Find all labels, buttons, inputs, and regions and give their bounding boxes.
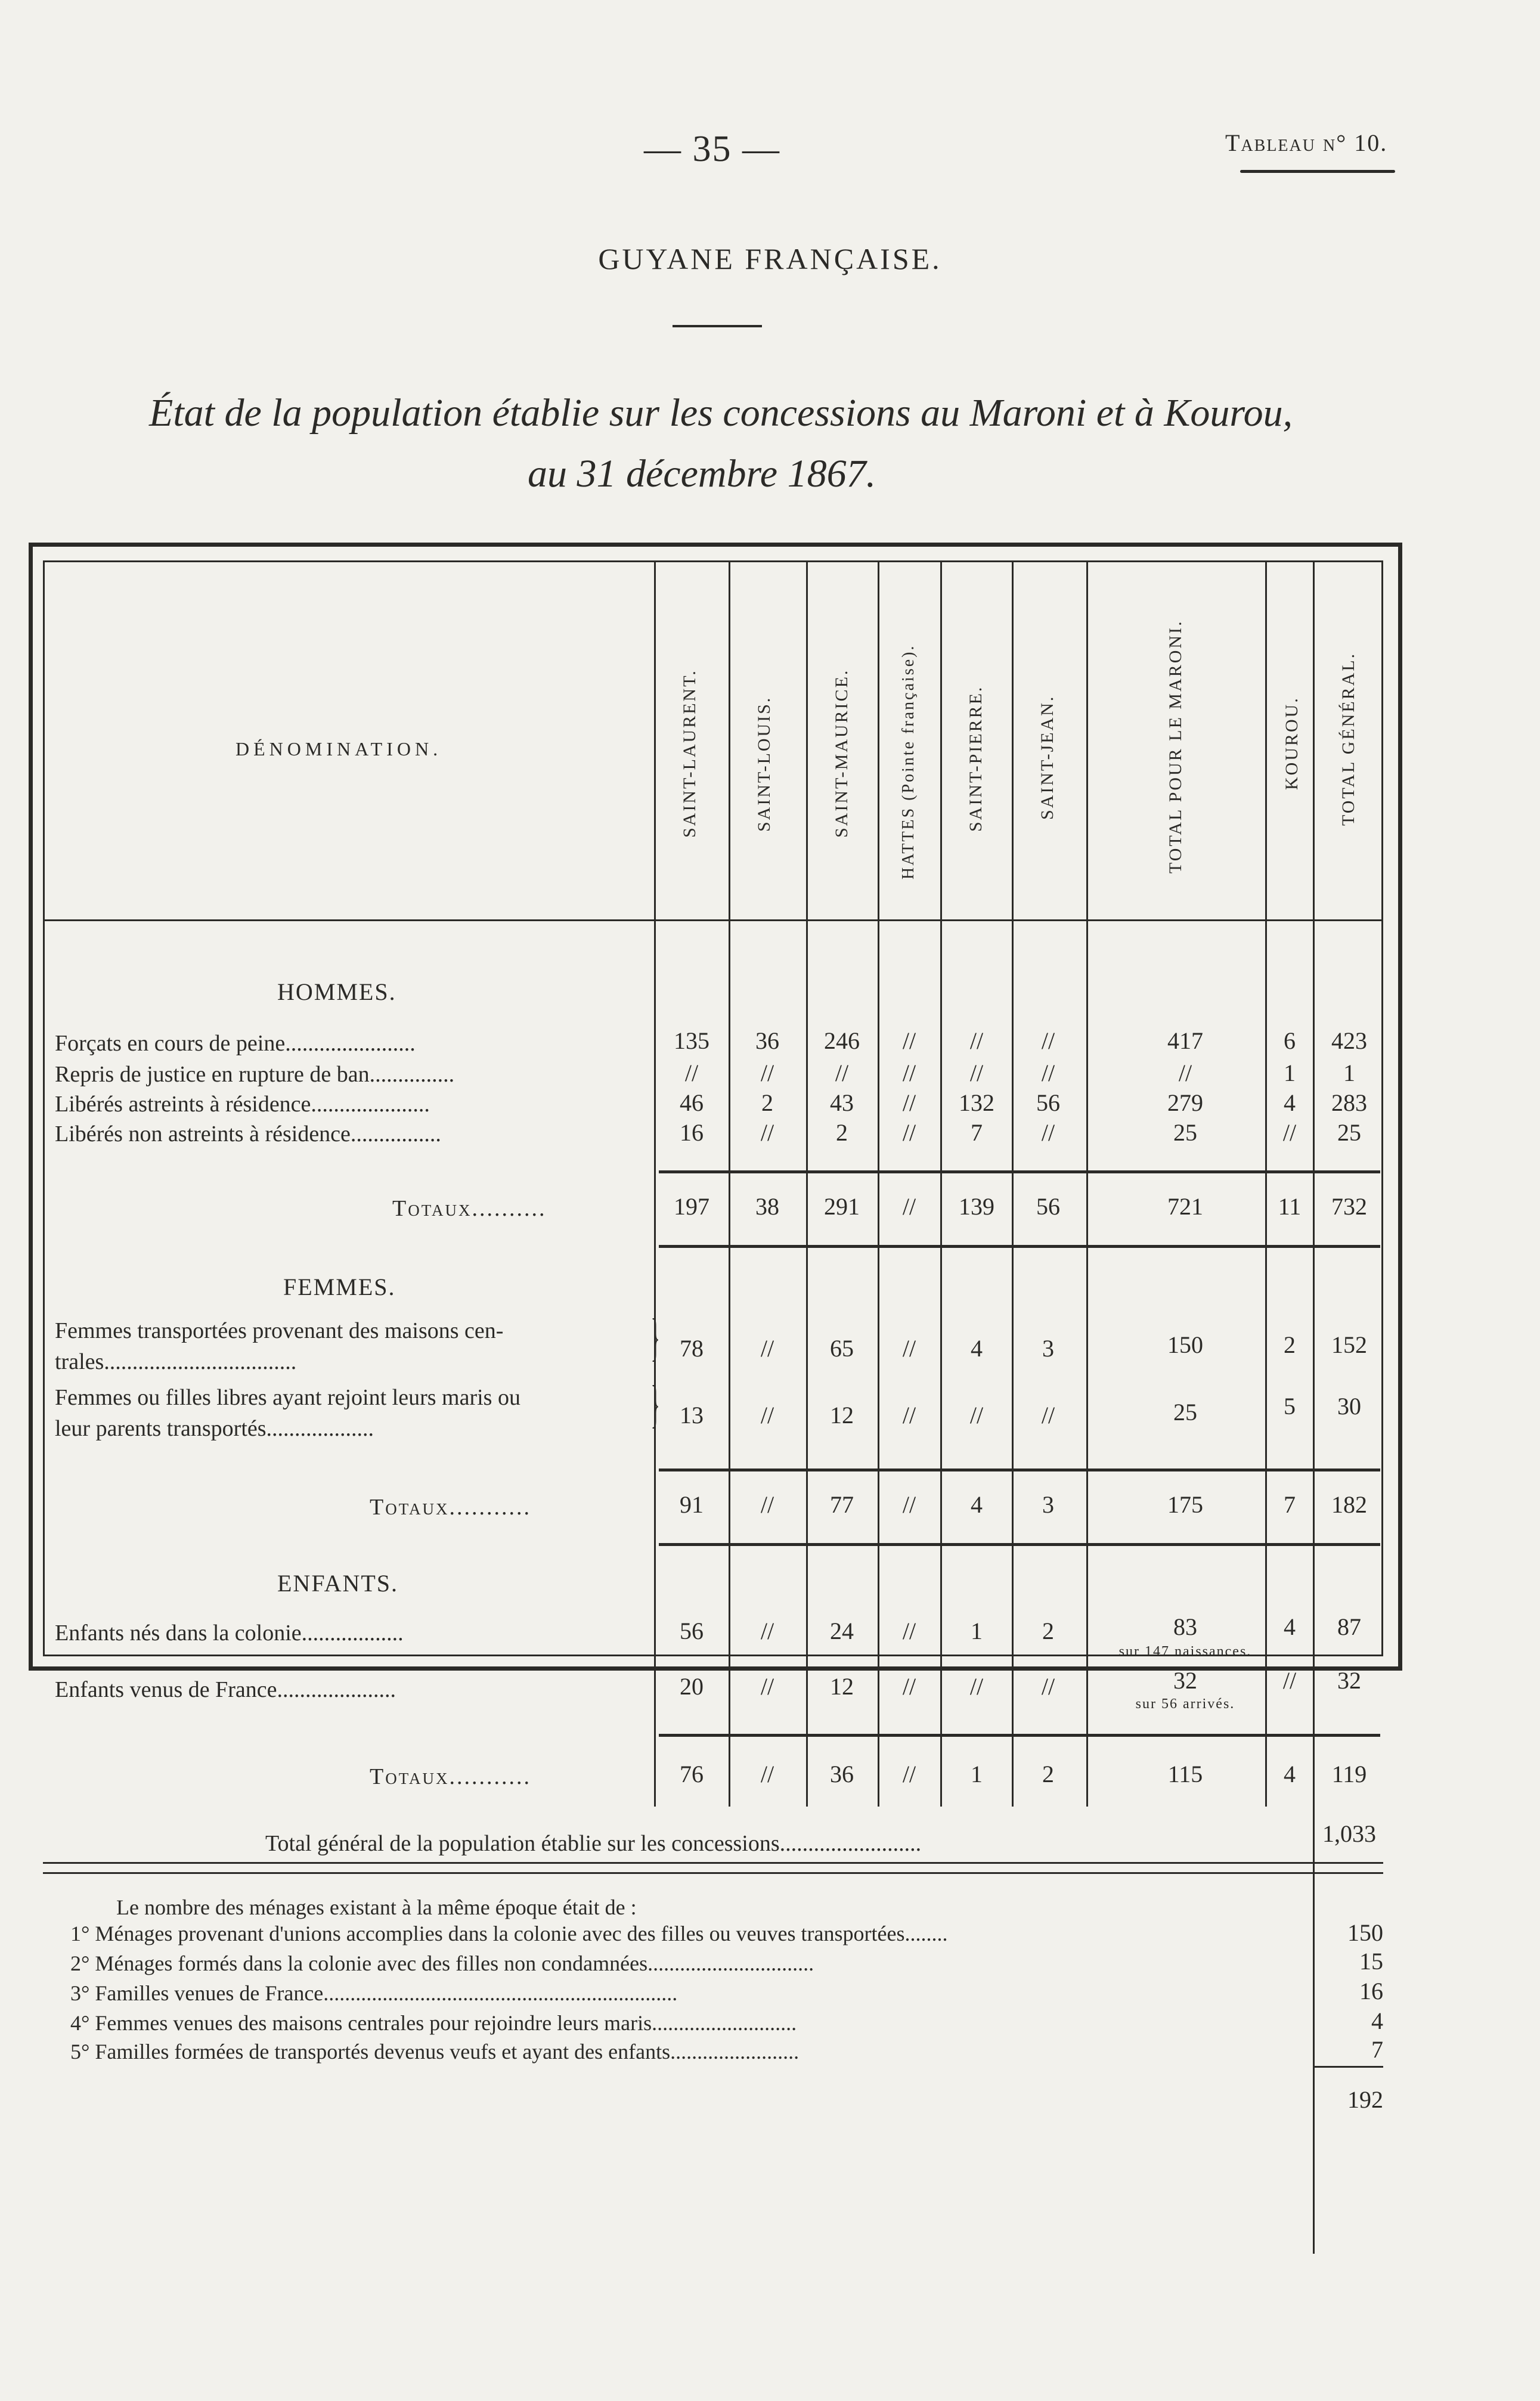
cell: 12 xyxy=(830,1402,854,1429)
column-divider xyxy=(1265,560,1267,1807)
total-cell: 11 xyxy=(1278,1193,1302,1220)
total-cell: 115 xyxy=(1167,1761,1203,1787)
grand-total-value: 1,033 xyxy=(1322,1820,1376,1847)
cell: 46 xyxy=(680,1089,704,1116)
row-label-line1: Femmes ou filles libres ayant rejoint leurs maris ou xyxy=(55,1385,520,1410)
cell: 3 xyxy=(1042,1335,1054,1362)
grand-total-label: Total général de la population établie sur les concessions......................... xyxy=(265,1831,922,1856)
cell: // xyxy=(902,1402,916,1429)
footer-item-value: 16 xyxy=(1359,1978,1383,2005)
footer-item-value: 150 xyxy=(1347,1919,1383,1946)
cell: // xyxy=(1282,1119,1297,1146)
cell: // xyxy=(1041,1402,1055,1429)
total-cell: // xyxy=(902,1193,916,1220)
region-title: GUYANE FRANÇAISE. xyxy=(598,242,942,275)
footer-item-value: 15 xyxy=(1359,1948,1383,1975)
cell: 5 xyxy=(1284,1393,1296,1420)
cell: // xyxy=(760,1618,774,1644)
column-header-kourou: KOUROU. xyxy=(1282,696,1302,790)
total-cell: 76 xyxy=(680,1761,704,1787)
cell: 30 xyxy=(1337,1393,1361,1420)
column-header-hattes: HATTES (Pointe française). xyxy=(899,644,918,879)
header-bottom-rule xyxy=(43,919,1383,921)
cell: // xyxy=(902,1059,916,1086)
row-label-line2: leur parents transportés................... xyxy=(55,1416,374,1441)
total-cell: 139 xyxy=(959,1193,994,1220)
cell: 2 xyxy=(761,1089,773,1116)
cell: 2 xyxy=(1284,1331,1296,1358)
column-divider xyxy=(654,560,656,1807)
cell: 20 xyxy=(680,1673,704,1700)
cell: 24 xyxy=(830,1618,854,1644)
column-divider xyxy=(1086,560,1088,1807)
cell: // xyxy=(760,1335,774,1362)
cell: // xyxy=(760,1402,774,1429)
cell: // xyxy=(760,1119,774,1146)
section-title-enfants: ENFANTS. xyxy=(277,1570,399,1597)
column-header-saint-louis: SAINT-LOUIS. xyxy=(754,696,774,832)
column-header-saint-laurent: SAINT-LAURENT. xyxy=(680,669,699,838)
cell: 36 xyxy=(755,1027,779,1054)
cell: 83 xyxy=(1173,1613,1197,1640)
cell: 78 xyxy=(680,1335,704,1362)
cell: 4 xyxy=(971,1335,983,1362)
totals-label: Totaux........... xyxy=(370,1764,532,1789)
cell: 32 xyxy=(1173,1667,1197,1694)
total-cell: 4 xyxy=(971,1491,983,1518)
total-cell: 175 xyxy=(1167,1491,1203,1518)
footer-item-value: 7 xyxy=(1371,2036,1383,2063)
total-cell: // xyxy=(902,1761,916,1787)
cell-note: sur 147 naissances. xyxy=(1118,1644,1252,1659)
cell: // xyxy=(902,1027,916,1054)
cell: 87 xyxy=(1337,1613,1361,1640)
cell: 246 xyxy=(824,1027,860,1054)
cell: 283 xyxy=(1331,1089,1367,1116)
total-cell: 1 xyxy=(971,1761,983,1787)
cell: 56 xyxy=(1036,1089,1060,1116)
total-cell: 119 xyxy=(1331,1761,1367,1787)
total-cell: 4 xyxy=(1284,1761,1296,1787)
cell: 1 xyxy=(971,1618,983,1644)
cell: 65 xyxy=(830,1335,854,1362)
row-label: Libérés astreints à résidence..................... xyxy=(55,1092,430,1117)
cell: 25 xyxy=(1337,1119,1361,1146)
cell: 279 xyxy=(1167,1089,1203,1116)
cell: 2 xyxy=(1042,1618,1054,1644)
brace: } xyxy=(650,1309,660,1367)
subtotal-rule xyxy=(659,1543,1380,1546)
row-label-line2: trales.................................. xyxy=(55,1349,297,1374)
cell: 1 xyxy=(1343,1059,1355,1086)
cell: // xyxy=(902,1335,916,1362)
column-divider xyxy=(1313,560,1315,2254)
total-cell: 38 xyxy=(755,1193,779,1220)
row-label-line1: Femmes transportées provenant des maisons cen- xyxy=(55,1318,504,1343)
cell: 25 xyxy=(1173,1119,1197,1146)
column-header-total-general: TOTAL GÉNÉRAL. xyxy=(1338,652,1358,826)
cell: 423 xyxy=(1331,1027,1367,1054)
total-cell: 77 xyxy=(830,1491,854,1518)
section-title-hommes: HOMMES. xyxy=(277,978,396,1005)
total-cell: // xyxy=(902,1491,916,1518)
total-cell: 3 xyxy=(1042,1491,1054,1518)
total-cell: 7 xyxy=(1284,1491,1296,1518)
totals-label: Totaux........... xyxy=(370,1495,532,1520)
cell: // xyxy=(1041,1673,1055,1700)
footer-item-label: 4° Femmes venues des maisons centrales pour rejoindre leurs maris........................... xyxy=(70,2011,797,2035)
cell: // xyxy=(969,1027,984,1054)
document-date: au 31 décembre 1867. xyxy=(528,452,876,495)
cell: // xyxy=(902,1673,916,1700)
cell: 25 xyxy=(1173,1399,1197,1426)
cell: 150 xyxy=(1167,1331,1203,1358)
footer-sum-rule xyxy=(1313,2066,1383,2068)
cell: // xyxy=(1178,1059,1192,1086)
cell: // xyxy=(969,1673,984,1700)
cell: // xyxy=(760,1059,774,1086)
cell: 6 xyxy=(1284,1027,1296,1054)
tableau-underline xyxy=(1240,170,1395,173)
cell: 56 xyxy=(680,1618,704,1644)
cell: 135 xyxy=(674,1027,709,1054)
column-header-saint-pierre: SAINT-PIERRE. xyxy=(966,685,986,832)
footer-item-label: 1° Ménages provenant d'unions accomplies dans la colonie avec des filles ou veuves transportées........ xyxy=(70,1922,948,1945)
subtotal-rule xyxy=(659,1170,1380,1173)
total-cell: 732 xyxy=(1331,1193,1367,1220)
cell: 43 xyxy=(830,1089,854,1116)
row-label: Repris de justice en rupture de ban............... xyxy=(55,1062,455,1087)
column-header-total-maroni: TOTAL POUR LE MARONI. xyxy=(1166,619,1185,873)
row-label: Enfants venus de France..................... xyxy=(55,1677,396,1702)
footer-item-label: 5° Familles formées de transportés devenus veufs et ayant des enfants........................ xyxy=(70,2040,800,2064)
cell: // xyxy=(1041,1027,1055,1054)
cell: 417 xyxy=(1167,1027,1203,1054)
cell: // xyxy=(969,1402,984,1429)
footer-intro: Le nombre des ménages existant à la même époque était de : xyxy=(116,1895,637,1919)
document-title: État de la population établie sur les concessions au Maroni et à Kourou, xyxy=(149,391,1293,435)
footer-item-label: 2° Ménages formés dans la colonie avec des filles non condamnées............................... xyxy=(70,1951,814,1975)
footer-item-value: 4 xyxy=(1371,2007,1383,2034)
tableau-label: Tableau n° 10. xyxy=(1225,129,1388,156)
cell: // xyxy=(1282,1667,1297,1694)
row-label: Forçats en cours de peine....................... xyxy=(55,1031,416,1056)
total-cell: // xyxy=(760,1761,774,1787)
cell: 152 xyxy=(1331,1331,1367,1358)
column-divider xyxy=(729,560,730,1807)
title-divider xyxy=(673,325,762,327)
cell: // xyxy=(969,1059,984,1086)
total-cell: 2 xyxy=(1042,1761,1054,1787)
footer-total: 192 xyxy=(1347,2086,1383,2113)
total-cell: 182 xyxy=(1331,1491,1367,1518)
column-header-saint-maurice: SAINT-MAURICE. xyxy=(832,668,851,838)
cell: 16 xyxy=(680,1119,704,1146)
cell: // xyxy=(760,1673,774,1700)
total-cell: 36 xyxy=(830,1761,854,1787)
row-label: Enfants nés dans la colonie.................. xyxy=(55,1621,404,1646)
total-cell: // xyxy=(760,1491,774,1518)
column-header-saint-jean: SAINT-JEAN. xyxy=(1037,695,1057,820)
cell: 13 xyxy=(680,1402,704,1429)
total-cell: 291 xyxy=(824,1193,860,1220)
total-cell: 721 xyxy=(1167,1193,1203,1220)
grand-total-rule-double xyxy=(43,1872,1383,1874)
total-cell: 197 xyxy=(674,1193,709,1220)
totals-label: Totaux.......... xyxy=(392,1196,547,1221)
cell: 1 xyxy=(1284,1059,1296,1086)
total-cell: 56 xyxy=(1036,1193,1060,1220)
cell: // xyxy=(835,1059,849,1086)
cell: 132 xyxy=(959,1089,994,1116)
section-title-femmes: FEMMES. xyxy=(283,1274,396,1300)
cell: 7 xyxy=(971,1119,983,1146)
cell-note: sur 56 arrivés. xyxy=(1135,1696,1235,1712)
page-number: — 35 — xyxy=(644,129,780,169)
cell: 4 xyxy=(1284,1089,1296,1116)
cell: 4 xyxy=(1284,1613,1296,1640)
brace: } xyxy=(650,1375,660,1433)
total-cell: 91 xyxy=(680,1491,704,1518)
cell: 32 xyxy=(1337,1667,1361,1694)
cell: 12 xyxy=(830,1673,854,1700)
column-divider xyxy=(806,560,808,1807)
cell: // xyxy=(902,1119,916,1146)
denomination-header: DÉNOMINATION. xyxy=(236,738,442,760)
cell: // xyxy=(902,1089,916,1116)
subtotal-rule xyxy=(659,1245,1380,1248)
cell: // xyxy=(1041,1119,1055,1146)
cell: // xyxy=(1041,1059,1055,1086)
grand-total-rule xyxy=(43,1862,1383,1864)
subtotal-rule xyxy=(659,1734,1380,1737)
row-label: Libérés non astreints à résidence................ xyxy=(55,1122,441,1147)
cell: // xyxy=(684,1059,699,1086)
footer-item-label: 3° Familles venues de France.................................................................. xyxy=(70,1981,678,2005)
cell: 2 xyxy=(836,1119,848,1146)
subtotal-rule xyxy=(659,1469,1380,1471)
column-divider xyxy=(1012,560,1014,1807)
cell: // xyxy=(902,1618,916,1644)
